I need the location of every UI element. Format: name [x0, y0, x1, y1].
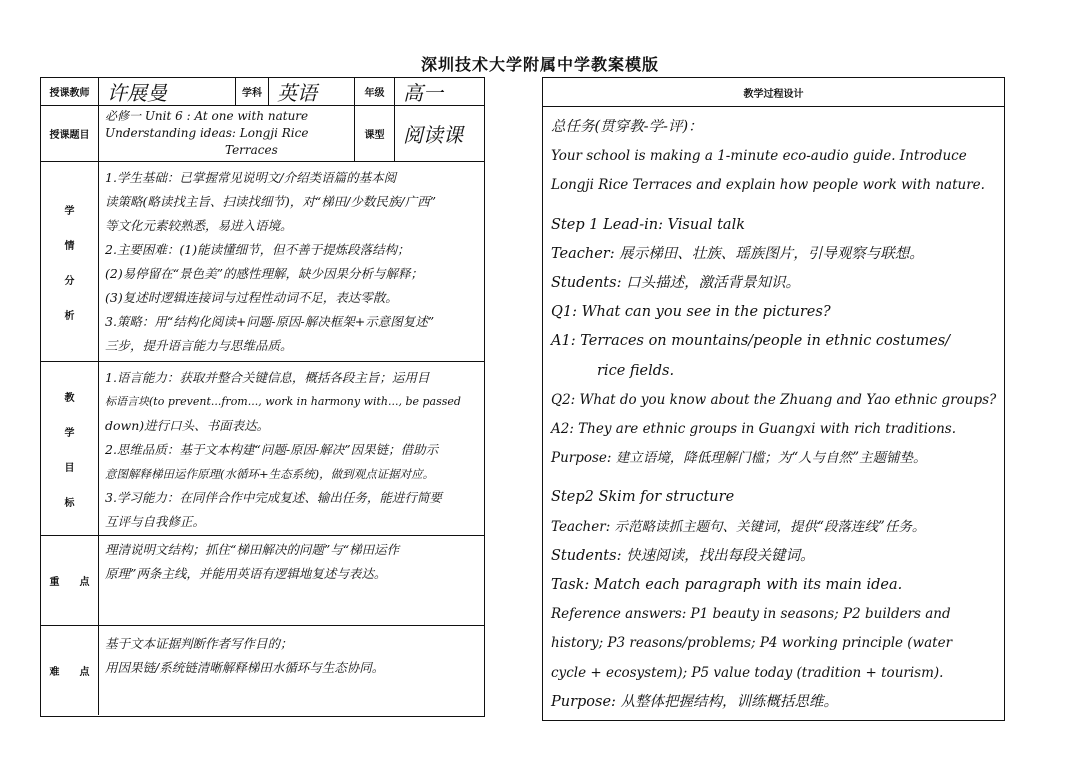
label-char: 学	[64, 205, 75, 217]
topic-line: Understanding ideas: Longji Rice	[105, 126, 309, 140]
text-line: 1.语言能力：获取并整合关键信息，概括各段主旨；运用目	[105, 370, 430, 385]
type-label: 课型	[355, 106, 395, 161]
process-line: A2: They are ethnic groups in Guangxi with rich traditions.	[551, 421, 956, 438]
process-line: Q2: What do you know about the Zhuang and Yao ethnic groups?	[551, 391, 997, 408]
subject-label: 学科	[236, 78, 269, 105]
difficult-points-label: 难 点	[41, 626, 99, 715]
process-line: Task: Match each paragraph with its main idea.	[551, 577, 903, 594]
process-line: Longji Rice Terraces and explain how people work with nature.	[551, 177, 985, 194]
text-line: (2)易停留在“景色美”的感性理解，缺少因果分析与解释；	[105, 266, 423, 281]
topic-label: 授课题目	[41, 106, 99, 161]
learner-analysis-label	[41, 162, 99, 361]
process-line: A1: Terraces on mountains/people in ethnic costumes/	[551, 333, 951, 350]
process-line: Purpose: 从整体把握结构，训练概括思维。	[551, 693, 839, 710]
text-line: 读策略(略读找主旨、扫读找细节)，对“梯田/少数民族/广西”	[105, 194, 436, 209]
process-line: cycle + ecosystem); P5 value today (tradition + tourism).	[551, 664, 944, 681]
teacher-value: 许展曼	[99, 78, 236, 105]
text-line: (3)复述时逻辑连接词与过程性动词不足，表达零散。	[105, 290, 398, 305]
text-line: 意图解释梯田运作原理(水循环+生态系统)，做到观点证据对应。	[105, 467, 435, 481]
text-line: 互评与自我修正。	[105, 514, 206, 529]
text-line: 用因果链/系统链清晰解释梯田水循环与生态协同。	[105, 660, 385, 675]
teaching-process-box	[542, 77, 1005, 721]
process-line: history; P3 reasons/problems; P4 working principle (water	[551, 635, 953, 652]
key-points-label: 重 点	[41, 536, 99, 625]
label-char: 学	[64, 427, 75, 439]
text-line: 1.学生基础：已掌握常见说明文/介绍类语篇的基本阅	[105, 170, 397, 185]
process-line: Teacher: 示范略读抓主题句、关键词，提供“段落连线”任务。	[551, 518, 926, 535]
key-points-content	[99, 536, 484, 625]
difficult-points-content	[99, 626, 484, 715]
text-line: 基于文本证据判断作者写作目的；	[105, 636, 293, 651]
process-line: Step2 Skim for structure	[551, 489, 735, 506]
topic-value	[99, 106, 355, 161]
text-line: 三步，提升语言能力与思维品质。	[105, 338, 293, 353]
text-line: 3.策略：用“结构化阅读+问题-原因-解决框架+示意图复述”	[105, 314, 435, 329]
text-line: 3.学习能力：在同伴合作中完成复述、输出任务，能进行简要	[105, 490, 442, 505]
process-line: Q1: What can you see in the pictures?	[551, 304, 831, 321]
process-line: Reference answers: P1 beauty in seasons; P2 builders and	[551, 606, 951, 623]
text-line: down)进行口头、书面表达。	[105, 418, 270, 433]
topic-line: 必修一 Unit 6 : At one with nature	[105, 109, 309, 123]
teacher-row	[41, 78, 484, 106]
grade-label: 年级	[355, 78, 395, 105]
process-line: Teacher: 展示梯田、壮族、瑶族图片，引导观察与联想。	[551, 245, 924, 262]
topic-row	[41, 106, 484, 162]
text-line: 2.思维品质：基于文本构建“问题-原因-解决”因果链；借助示	[105, 442, 439, 457]
label-char: 析	[64, 310, 75, 322]
subject-value: 英语	[269, 78, 355, 105]
difficult-points-row	[41, 626, 484, 715]
label-char: 标	[64, 497, 75, 509]
topic-line: Terraces	[225, 143, 278, 157]
process-line: Students: 快速阅读，找出每段关键词。	[551, 547, 815, 564]
learner-analysis-content	[99, 162, 484, 361]
label-char: 分	[64, 275, 75, 287]
teaching-objectives-label	[41, 362, 99, 535]
label-char: 目	[64, 462, 75, 474]
learner-analysis-row	[41, 162, 484, 362]
process-line: 总任务(贯穿教-学-评)：	[551, 119, 703, 135]
process-line: Purpose: 建立语境，降低理解门槛；为“人与自然”主题铺垫。	[551, 450, 927, 467]
type-value: 阅读课	[403, 123, 463, 147]
teaching-objectives-content	[99, 362, 484, 535]
teaching-process-content	[543, 107, 1004, 717]
teaching-process-header: 教学过程设计	[543, 78, 1004, 107]
label-char: 教	[64, 392, 75, 404]
text-line: 理清说明文结构；抓住“梯田解决的问题”与“梯田运作	[105, 542, 400, 557]
teacher-label: 授课教师	[41, 78, 99, 105]
process-line: rice fields.	[597, 362, 675, 379]
process-line: Step 1 Lead-in: Visual talk	[551, 216, 745, 233]
process-line: Your school is making a 1-minute eco-audio guide. Introduce	[551, 148, 967, 165]
text-line: 标语言块(to prevent...from..., work in harmony with..., be passed	[105, 395, 461, 408]
text-line: 原理”两条主线，并能用英语有逻辑地复述与表达。	[105, 566, 387, 581]
label-char: 情	[64, 240, 75, 252]
lesson-info-table	[40, 77, 485, 717]
process-line: Students: 口头描述，激活背景知识。	[551, 275, 801, 292]
teaching-objectives-row	[41, 362, 484, 536]
text-line: 等文化元素较熟悉，易进入语境。	[105, 218, 293, 233]
key-points-row	[41, 536, 484, 626]
text-line: 2.主要困难：(1)能读懂细节，但不善于提炼段落结构；	[105, 242, 410, 257]
grade-value: 高一	[403, 81, 443, 105]
document-title: 深圳技术大学附属中学教案模版	[420, 55, 659, 74]
